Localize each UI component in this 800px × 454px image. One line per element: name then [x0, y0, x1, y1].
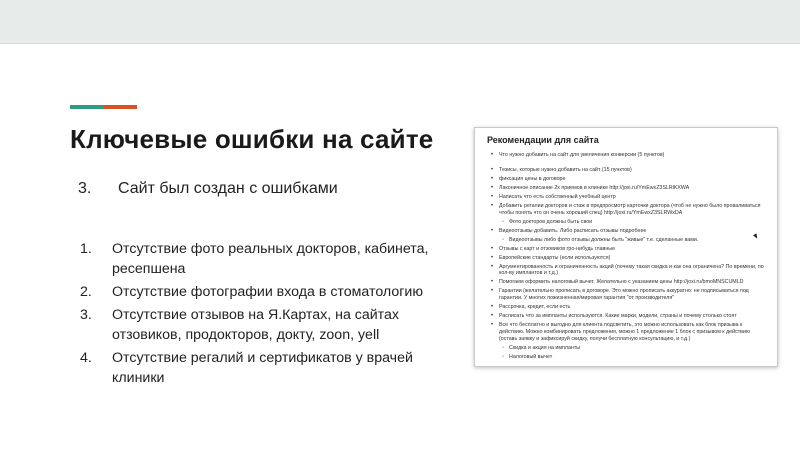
list-item-number: 4.: [80, 350, 92, 366]
accent-bar-teal: [70, 105, 104, 109]
document-list-item: • Видеоотзывы добавить. Либо расписать отзывы подробнее: [487, 228, 767, 235]
document-list-item: • Добавить регалии докторов и стаж в предпросмотр карточки доктора (чтоб не нужно было проваливаться чтобы понять что он очень хороший спец) http://joxi.ru/YmEwxZ3SLRWxDA: [487, 203, 767, 216]
list-item-number: 1.: [80, 241, 92, 257]
slide-title: Ключевые ошибки на сайте: [70, 124, 434, 154]
list-item: [80, 348, 440, 388]
document-list-item: • Лаконичное описание 2х приемов в клинике http://joxi.ru/YmEwxZ3SLRlKXWA: [487, 185, 767, 192]
document-screenshot: [474, 127, 778, 367]
list-item: [80, 305, 440, 345]
document-list: [487, 167, 767, 360]
subheading: [78, 180, 338, 198]
list-item-text: Отсутствие фото реальных докторов, кабинета, ресепшена: [112, 241, 429, 277]
list-item-number: 2.: [80, 284, 92, 300]
document-list-item: • Все что бесплатно и выгодно для клиента подсветить, это можно использовать как блок призыва к действию. Можно комбинировать предложения, можно 1 предложение 1 блок с призывом к действию (оставь заявку и зафиксируй скидку, получи бесплатную консультацию, и т.д.): [487, 322, 767, 342]
list-item-text: Отсутствие фотографии входа в стоматологию: [112, 284, 423, 300]
document-list-item: • Отзывы с карт и отзовиков гро-нибудь главные: [487, 246, 767, 253]
errors-list: [80, 239, 440, 391]
document-list-item: • Помогаем оформить налоговый вычет. Желательно с указанием цены http://joxi.ru/bmoMNSCUMLD: [487, 279, 767, 286]
list-item-number: 3.: [80, 307, 92, 323]
document-list-item: ◦ Скидка и акция на импланты: [487, 345, 767, 352]
document-list-item: • Гарантии (желательно прописать в договоре. Это можно прописать аккуратно: не подписываться под гарантии. У многих пожизненная/мировая гарантия "от производителя": [487, 288, 767, 301]
list-item-text: Отсутствие регалий и сертификатов у врачей клиники: [112, 350, 413, 386]
subheading-number: 3.: [78, 180, 92, 197]
document-list-item: • Написать что есть собственный учебный центр: [487, 194, 767, 201]
document-intro: • Что нужно добавить на сайт для увеличения конверсии (5 пунктов): [487, 152, 767, 159]
document-list-item: • Рассрочка, кредит, если есть: [487, 304, 767, 311]
list-item: [80, 282, 440, 302]
document-list-item: ◦ Налоговый вычет: [487, 354, 767, 361]
document-list-item: ◦ Фото докторов должны быть свои: [487, 219, 767, 226]
list-item-text: Отсутствие отзывов на Я.Картах, на сайтах отзовиков, продокторов, докту, zoon, yell: [112, 307, 400, 343]
document-list-item: • фиксация цены в договоре: [487, 176, 767, 183]
document-title: Рекомендации для сайта: [487, 135, 599, 145]
document-list-item: • Расписать что за импланты используются. Какие марки, модели, страны и почему столько стоят: [487, 313, 767, 320]
subheading-text: Сайт был создан с ошибками: [118, 180, 338, 197]
document-list-item: • Европейские стандарты (если используются): [487, 255, 767, 262]
document-theses: • Тезисы, которые нужно добавить на сайт (15 пунктов): [487, 167, 767, 174]
list-item: [80, 239, 440, 279]
document-intro-list: [487, 152, 767, 159]
accent-bar-orange: [104, 105, 137, 109]
document-list-item: • Аргументированность и ограниченность акций (почему такая скидка и как она ограничена? По времени, по кол-ву имплантов и т.д.): [487, 264, 767, 277]
top-bar: [0, 0, 800, 44]
document-list-item: ◦ Видеоотзывы либо фото отзывы должны быть "живые" т.е. сделанные вами.: [487, 237, 767, 244]
